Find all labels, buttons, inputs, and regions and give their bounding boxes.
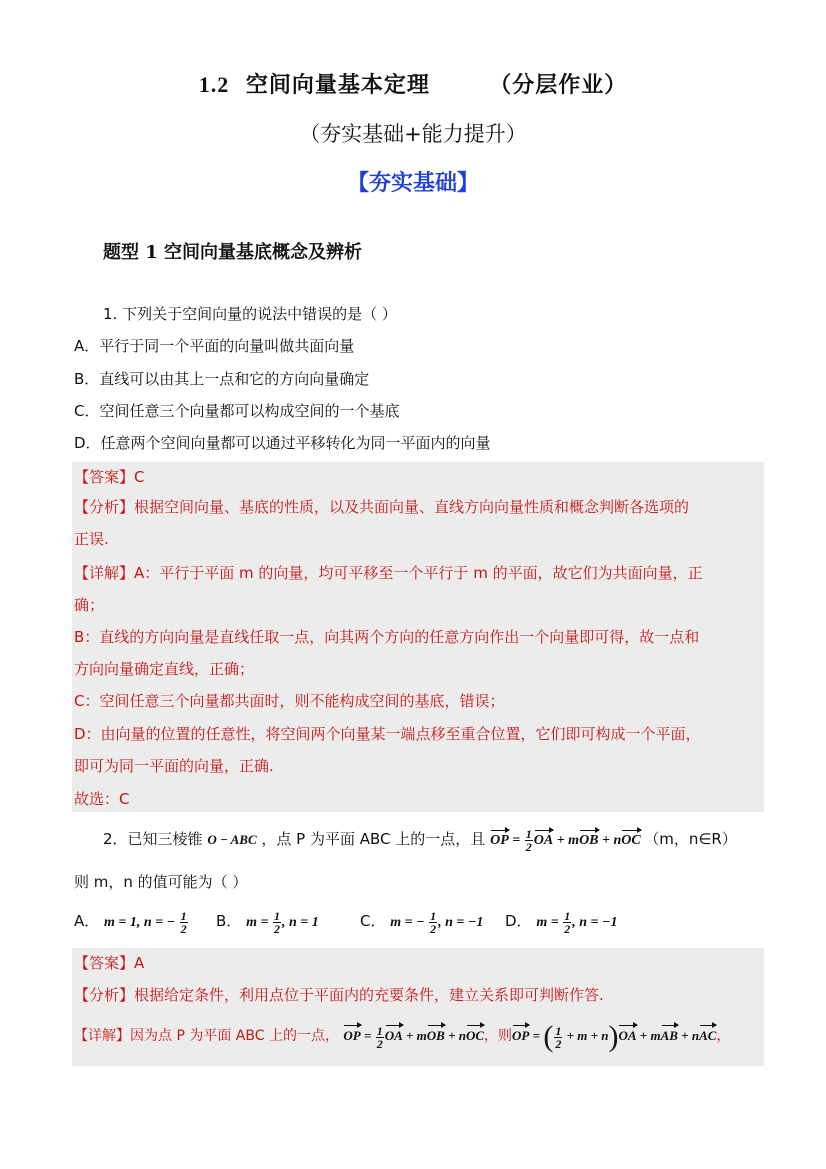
q1-choice: 故选：C bbox=[74, 790, 130, 808]
q1-option-c: C．空间任意三个向量都可以构成空间的一个基底 bbox=[74, 402, 400, 420]
lesson-tag: （分层作业） bbox=[489, 72, 628, 98]
question-type-heading: 题型 1 空间向量基底概念及辨析 bbox=[103, 242, 363, 263]
q1-answer: 【答案】C bbox=[74, 468, 145, 486]
q1-detail-line: B：直线的方向向量是直线任取一点，向其两个方向的任意方向作出一个向量即可得，故一点和 bbox=[74, 628, 700, 646]
q2-solution-box bbox=[72, 948, 764, 1066]
section-heading: 【夯实基础】 bbox=[346, 170, 479, 196]
q1-detail: 【详解】A：平行于平面 m 的向量，均可平移至一个平行于 m 的平面，故它们为共面向量，正 bbox=[74, 564, 703, 582]
q2-option-c: C． m = − $\frac{1}{2}$ , n = −1 bbox=[360, 909, 484, 937]
q2-option-d: D． m = $\frac{1}{2}$ , n = −1 bbox=[505, 909, 618, 937]
q1-analysis-cont: 正误. bbox=[74, 530, 109, 548]
q1-option-d: D．任意两个空间向量都可以通过平移转化为同一平面内的向量 bbox=[74, 434, 491, 452]
q2-answer: 【答案】A bbox=[74, 954, 145, 972]
q2-option-a: A． m = 1, n = − $\frac{1}{2}$ bbox=[74, 909, 187, 937]
q1-detail-line: 方向向量确定直线，正确； bbox=[74, 660, 255, 678]
q1-detail-line: C：空间任意三个向量都共面时，则不能构成空间的基底，错误； bbox=[74, 692, 505, 710]
q2-analysis: 【分析】根据给定条件，利用点位于平面内的充要条件，建立关系即可判断作答. bbox=[74, 986, 604, 1004]
q2-equation: OP = $\frac{1}{2}$ OA + mOB + nOC bbox=[490, 827, 641, 855]
q1-solution-box bbox=[72, 462, 764, 812]
q2-stem: 2．已知三棱锥 O − ABC ，点 P 为平面 ABC 上的一点，且 OP = $\frac{1}{2}$ OA + mOB + nOC （m，n∈R） bbox=[103, 827, 737, 855]
pyramid-label: O − ABC bbox=[207, 832, 257, 847]
lesson-title: 空间向量基本定理 bbox=[245, 72, 430, 98]
page-subtitle: （夯实基础+能力提升） bbox=[299, 122, 527, 146]
q1-detail-line: D：由向量的位置的任意性，将空间两个向量某一端点移至重合位置，它们即可构成一个平面， bbox=[74, 725, 701, 743]
q2-detail: 【详解】因为点 P 为平面 ABC 上的一点， OP = $\frac{1}{2}$ OA + mOB + nOC，则OP = ( $\frac{1}{2}$ + m + n)OA + mAB + nAC， bbox=[74, 1020, 731, 1053]
page-title bbox=[0, 68, 826, 99]
q2-stem-2: 则 m，n 的值可能为（ ） bbox=[74, 873, 248, 891]
q2-option-b: B． m = $\frac{1}{2}$ , n = 1 bbox=[216, 909, 319, 937]
q1-analysis: 【分析】根据空间向量、基底的性质，以及共面向量、直线方向向量性质和概念判断各选项的 bbox=[74, 498, 690, 516]
q1-detail-line: 即可为同一平面的向量，正确. bbox=[74, 757, 274, 775]
q1-option-b: B．直线可以由其上一点和它的方向向量确定 bbox=[74, 370, 370, 388]
q1-option-a: A．平行于同一个平面的向量叫做共面向量 bbox=[74, 337, 355, 355]
lesson-number: 1.2 bbox=[198, 72, 230, 97]
q1-detail-line: 确； bbox=[74, 596, 105, 614]
q1-stem: 1. 下列关于空间向量的说法中错误的是（ ） bbox=[103, 305, 397, 323]
